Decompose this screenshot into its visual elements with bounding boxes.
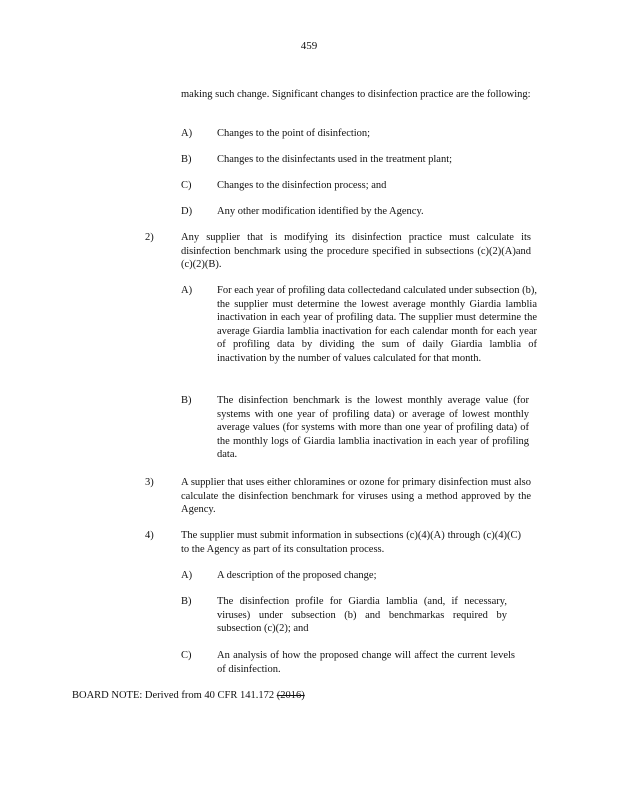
list1-label-b: B) [181, 154, 192, 165]
item4-label: 4) [145, 530, 154, 541]
item2-sub-b-label: B) [181, 395, 192, 406]
item4-sub-c-label: C) [181, 650, 192, 661]
item4-sub-a-text: A description of the proposed change; [217, 570, 377, 581]
board-note-struck-year: (2016) [276, 690, 305, 701]
board-note [72, 689, 305, 703]
item4-sub-a-label: A) [181, 570, 193, 581]
item2-sub-b-text: The disinfection benchmark is the lowest monthly average value (for systems with one year of profiling data) or average of lowest monthly average values (for systems with more than one year of profiling data) of the monthly logs of Giardia lamblia inactivation in each year of profiling data. [217, 395, 529, 461]
intro-paragraph: making such change. Significant changes to disinfection practice are the following: [181, 89, 531, 100]
list1-text-c: Changes to the disinfection process; and [217, 180, 387, 191]
list1-text-a: Changes to the point of disinfection; [217, 128, 371, 139]
item3-text: A supplier that uses either chloramines or ozone for primary disinfection must also calculate the disinfection benchmark for viruses using a method approved by the Agency. [181, 477, 531, 516]
item2-text: Any supplier that is modifying its disinfection practice must calculate its disinfection benchmark using the procedure specified in subsections (c)(2)(A)and (c)(2)(B). [181, 232, 531, 271]
item4-text: The supplier must submit information in subsections (c)(4)(A) through (c)(4)(C) to the Agency as part of its consultation process. [181, 530, 521, 555]
item4-sub-c-text: An analysis of how the proposed change will affect the current levels of disinfection. [217, 650, 515, 675]
list1-label-c: C) [181, 180, 192, 191]
list1-text-b: Changes to the disinfectants used in the treatment plant; [217, 154, 453, 165]
item2-sub-a-label: A) [181, 285, 193, 296]
list1-label-a: A) [181, 128, 193, 139]
item2-label: 2) [145, 232, 154, 243]
page-number: 459 [300, 40, 318, 52]
item2-sub-a-text: For each year of profiling data collectedand calculated under subsection (b), the supplier must determine the lowest average monthly Giardia lamblia inactivation in each year of profiling data. The supplier must determine the average Giardia lamblia inactivation for each calendar month for each year of profiling data by dividing the sum of daily Giardia lamblia of inactivation by the number of values calculated for that month. [217, 285, 537, 364]
item4-sub-b-label: B) [181, 596, 192, 607]
item4-sub-b-text: The disinfection profile for Giardia lamblia (and, if necessary, viruses) under subsection (b) and benchmarkas required by subsection (c)(2); and [217, 596, 507, 635]
list1-text-d: Any other modification identified by the Agency. [217, 206, 424, 217]
item3-label: 3) [145, 477, 154, 488]
list1-label-d: D) [181, 206, 193, 217]
board-note-text: BOARD NOTE: Derived from 40 CFR 141.172 [72, 690, 275, 701]
